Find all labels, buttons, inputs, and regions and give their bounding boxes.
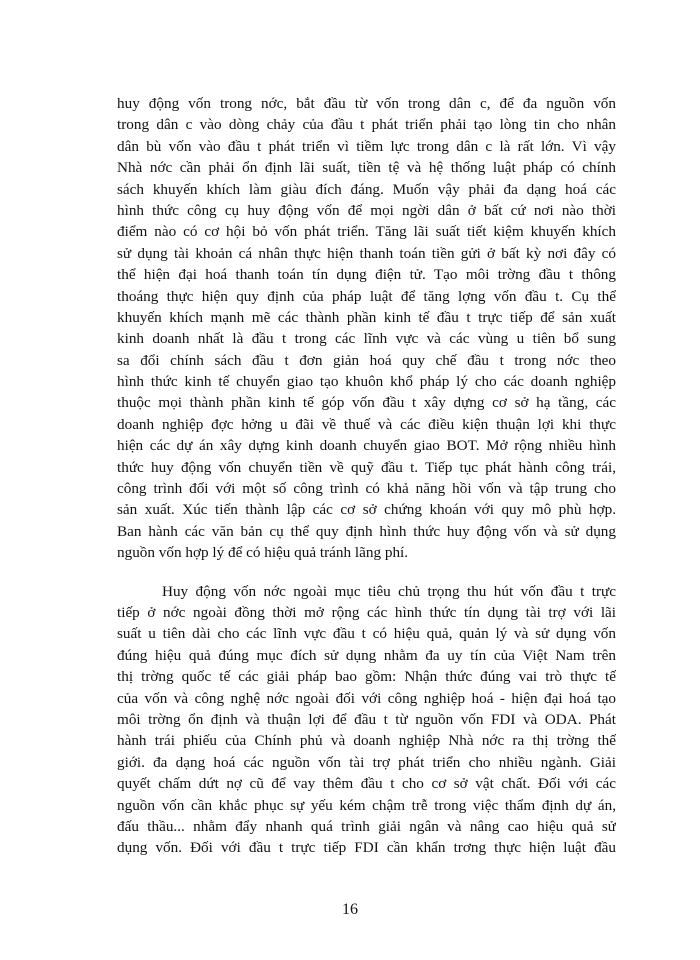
text-line: đúng hiệu quả đúng mục đích sử dụng nhằm đa uy tín của Việt Nam trên xyxy=(117,646,616,664)
text-line: khuyến khích mạnh mẽ các thành phần kinh tế đầu t trực tiếp để sản xuất xyxy=(117,308,616,326)
text-line: Huy động vốn nớc ngoài mục tiêu chủ trọng thu hút vốn đầu t trực xyxy=(162,582,616,600)
text-line: thoáng thực hiện quy định của pháp luật để tăng lợng vốn đầu t. Cụ thể xyxy=(117,287,616,305)
text-line: công trình đối với một số công trình có khả năng hồi vốn và tập trung cho xyxy=(117,480,616,498)
text-line: hành trái phiếu của Chính phủ và doanh nghiệp Nhà nớc ra thị trờng thế xyxy=(117,732,616,750)
text-line: sách khuyến khích làm giàu đích đáng. Muốn vậy phải đa dạng hoá các xyxy=(117,180,616,198)
text-line: hình thức công cụ huy động vốn để mọi ngời dân ở bất cứ nơi nào thời xyxy=(117,201,616,219)
text-line: nguồn vốn hợp lý để có hiệu quả tránh lãng phí. xyxy=(117,544,409,562)
text-line: kinh doanh nhất là đầu t trong các lĩnh vực và các vùng u tiên bổ sung xyxy=(117,330,616,348)
paragraph-gap xyxy=(117,564,616,581)
text-line: sa đổi chính sách đầu t đơn giản hoá quy chế đầu t trong nớc theo xyxy=(117,351,616,369)
text-line: đấu thầu... nhằm đẩy nhanh quá trình giải ngân và nâng cao hiệu quả sử xyxy=(117,817,616,835)
text-line: thị trờng quốc tế các giải pháp bao gồm: Nhận thức đúng vai trò thực tế xyxy=(117,668,616,686)
text-line: của vốn và công nghệ nớc ngoài đối với công nghiệp hoá - hiện đại hoá tạo xyxy=(117,689,616,707)
text-line: suất u tiên dài cho các lĩnh vực đầu t có hiệu quả, quản lý và sử dụng vốn xyxy=(117,625,616,643)
text-line: môi trờng ổn định và thuận lợi để đầu t từ nguồn vốn FDI và ODA. Phát xyxy=(117,710,616,728)
text-line: thức huy động vốn chuyển tiền về quỹ đầu t. Tiếp tục phát hành công trái, xyxy=(117,458,616,476)
text-line: điểm nào có cơ hội bỏ vốn phát triển. Tăng lãi suất tiết kiệm khuyến khích xyxy=(117,223,616,241)
text-line: giới. đa dạng hoá các nguồn vốn tài trợ phát triển cho nhiều ngành. Giải xyxy=(117,753,616,771)
text-line: doanh nghiệp đợc hởng u đãi về thuế và các điều kiện thuận lợi khi thực xyxy=(117,415,616,433)
text-line: dụng vốn. Đối với đầu t trực tiếp FDI cần khẩn trơng thực hiện luật đầu xyxy=(117,839,616,857)
text-line: sử dụng tài khoản cá nhân thực hiện thanh toán tiền gửi ở bất kỳ nơi đây có xyxy=(117,244,616,262)
text-line: Nhà nớc cần phải ổn định lãi suất, tiền tệ và hệ thống luật pháp có chính xyxy=(117,159,616,177)
text-line: Ban hành các văn bản cụ thể quy định hình thức huy động vốn và sử dụng xyxy=(117,522,616,540)
body-text xyxy=(117,93,616,859)
text-line: dân bù vốn vào đầu t phát triển vì tiềm lực trong dân c là rất lớn. Vì vậy xyxy=(117,137,616,155)
text-line: nguồn vốn cần khắc phục sự yếu kém chậm trễ trong việc thẩm định dự án, xyxy=(117,796,616,814)
paragraph-1 xyxy=(117,93,616,564)
text-line: thể hiện đại hoá thanh toán tín dụng điện tử. Tạo môi trờng đầu t thông xyxy=(117,266,616,284)
page-number: 16 xyxy=(342,901,358,918)
text-line: sản xuất. Xúc tiến thành lập các cơ sở chứng khoán với quy mô phù hợp. xyxy=(117,501,616,519)
text-line: huy động vốn trong nớc, bắt đầu từ vốn trong dân c, để đa nguồn vốn xyxy=(117,95,616,112)
text-line: thuộc mọi thành phần kinh tế góp vốn đầu t xây dựng cơ sở hạ tầng, các xyxy=(117,394,616,412)
paragraph-2 xyxy=(117,581,616,859)
text-line: hiện các dự án xây dựng kinh doanh chuyển giao BOT. Mở rộng nhiều hình xyxy=(117,437,616,455)
text-line: quyết chấm dứt nợ cũ để vay thêm đầu t cho cơ sở vật chất. Đối với các xyxy=(117,775,616,793)
text-line: tiếp ở nớc ngoài đồng thời mở rộng các hình thức tín dụng tài trợ với lãi xyxy=(117,603,616,621)
text-line: trong dân c vào dòng chảy của đầu t phát triển phải tạo lòng tin cho nhân xyxy=(117,116,616,134)
text-line: hình thức kinh tế chuyển giao tạo khuôn khổ pháp lý cho các doanh nghiệp xyxy=(117,373,616,391)
